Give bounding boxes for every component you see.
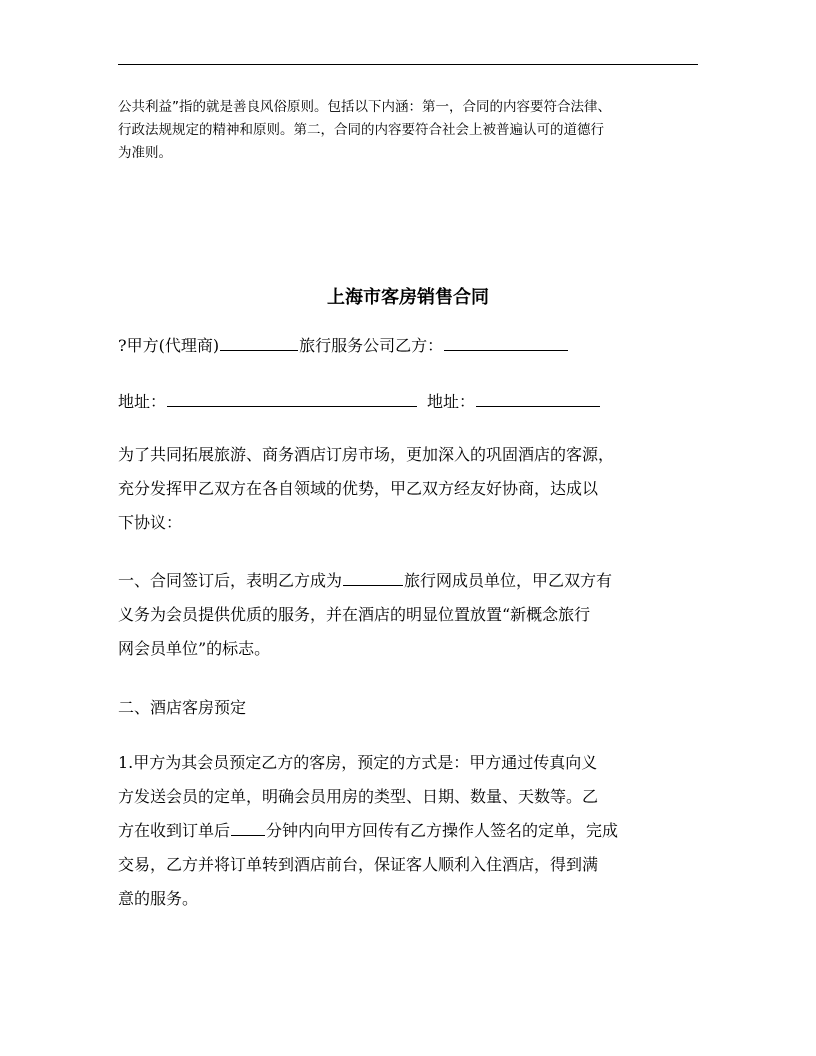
preamble-line: 充分发挥甲乙双方在各自领域的优势，甲乙双方经友好协商，达成以: [118, 479, 599, 498]
member-name-blank[interactable]: [343, 567, 403, 586]
clause-2-1-line-5: 意的服务。: [118, 889, 199, 908]
clause-2-1-line-3: [118, 814, 718, 848]
preamble-line: 为了共同拓展旅游、商务酒店订房市场，更加深入的巩固酒店的客源，: [118, 445, 615, 464]
party-a-blank[interactable]: [220, 332, 298, 351]
clause-1-text-before-blank: 一、合同签订后，表明乙方成为: [118, 571, 343, 590]
preamble-paragraph: [118, 438, 718, 540]
clause-1-line-3: 网会员单位”的标志。: [118, 639, 271, 658]
address-b-blank[interactable]: [476, 388, 600, 407]
intro-line: 为准则。: [118, 145, 172, 161]
clause-1-line-2: 义务为会员提供优质的服务，并在酒店的明显位置放置“新概念旅行: [118, 605, 591, 624]
clause-2-1-line-1: 1.甲方为其会员预定乙方的客房，预定的方式是：甲方通过传真向义: [118, 753, 598, 772]
address-a-label: 地址：: [118, 392, 167, 411]
address-a-blank[interactable]: [167, 388, 417, 407]
clause-2-1-line-4: 交易，乙方并将订单转到酒店前台，保证客人顺利入住酒店，得到满: [118, 855, 599, 874]
party-b-blank[interactable]: [444, 332, 568, 351]
clause-2-1: [118, 746, 718, 916]
clause-2-1-line-2: 方发送会员的定单，明确会员用房的类型、日期、数量、天数等。乙: [118, 787, 599, 806]
intro-line: 公共利益”指的就是善良风俗原则。包括以下内涵：第一，合同的内容要符合法律、: [118, 99, 611, 115]
party-line: [118, 332, 569, 358]
minutes-blank[interactable]: [231, 817, 265, 836]
clause-1-text-after-blank: 旅行网成员单位，甲乙双方有: [404, 571, 613, 590]
address-b-label: 地址：: [427, 392, 476, 411]
clause-2-1-text-after-blank: 分钟内向甲方回传有乙方操作人签名的定单，完成: [266, 821, 619, 840]
party-b-label: 旅行服务公司乙方：: [299, 336, 444, 355]
preamble-line: 下协议：: [118, 513, 183, 532]
intro-line: 行政法规规定的精神和原则。第二，合同的内容要符合社会上被普遍认可的道德行: [118, 122, 604, 138]
clause-2-1-text-before-blank: 方在收到订单后: [118, 821, 231, 840]
clause-1: [118, 564, 718, 666]
address-line: [118, 388, 601, 414]
party-a-label: ?甲方(代理商): [118, 336, 220, 355]
contract-title: 上海市客房销售合同: [327, 287, 489, 308]
intro-paragraph: [118, 96, 702, 165]
header-rule: [118, 64, 698, 65]
clause-1-line-1: [118, 564, 718, 598]
clause-2-heading: 二、酒店客房预定: [118, 698, 247, 717]
